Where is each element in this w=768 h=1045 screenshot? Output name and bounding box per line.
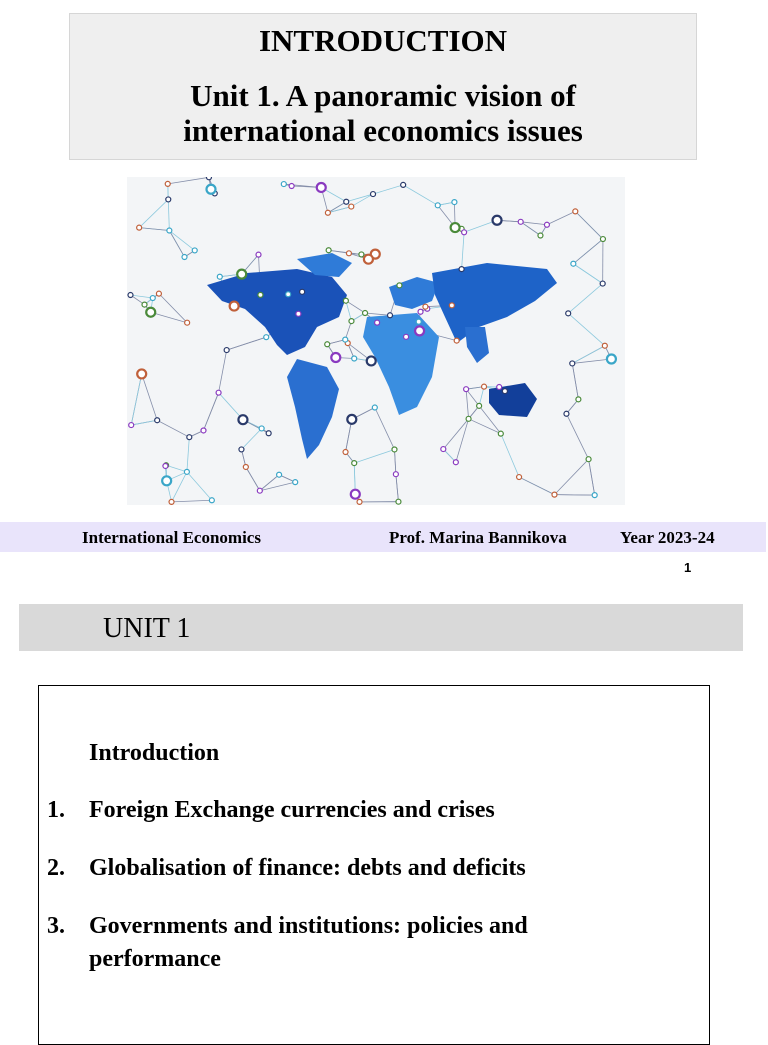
network-node	[352, 356, 357, 361]
network-node	[296, 311, 301, 316]
network-node	[185, 320, 190, 325]
network-node	[452, 200, 457, 205]
network-node	[209, 498, 214, 503]
list-item-number: 3.	[47, 910, 77, 943]
network-node	[217, 274, 222, 279]
network-node	[517, 475, 522, 480]
network-node	[570, 361, 575, 366]
page-number: 1	[684, 560, 691, 575]
network-node	[493, 216, 502, 225]
network-node	[184, 469, 189, 474]
network-node	[359, 252, 364, 257]
network-node	[129, 423, 134, 428]
network-node	[415, 326, 424, 335]
network-node	[449, 303, 454, 308]
network-node	[187, 435, 192, 440]
network-node	[281, 182, 286, 187]
footer-professor: Prof. Marina Bannikova	[389, 528, 567, 548]
network-node	[165, 181, 170, 186]
list-item	[47, 852, 647, 885]
network-node	[351, 490, 360, 499]
network-node	[573, 209, 578, 214]
network-node	[576, 397, 581, 402]
network-node	[264, 335, 269, 340]
network-node	[343, 337, 348, 342]
network-node	[325, 342, 330, 347]
network-node	[347, 415, 356, 424]
network-node	[300, 289, 305, 294]
footer-year: Year 2023-24	[620, 528, 715, 548]
network-node	[392, 447, 397, 452]
list-item-number: 1.	[47, 794, 77, 827]
network-node	[137, 369, 146, 378]
network-node	[317, 183, 326, 192]
network-node	[454, 338, 459, 343]
network-node	[155, 418, 160, 423]
network-node	[451, 223, 460, 232]
network-node	[344, 199, 349, 204]
network-node	[349, 319, 354, 324]
network-node	[462, 230, 467, 235]
network-node	[201, 428, 206, 433]
network-node	[464, 387, 469, 392]
slide-subtitle: Unit 1. A panoramic vision of international economics issues	[110, 78, 656, 148]
network-node	[349, 204, 354, 209]
network-node	[346, 251, 351, 256]
network-node	[182, 255, 187, 260]
network-node	[277, 472, 282, 477]
network-node	[600, 281, 605, 286]
list-item	[47, 910, 647, 976]
network-node	[364, 255, 373, 264]
network-node	[397, 283, 402, 288]
network-node	[518, 219, 523, 224]
network-node	[592, 493, 597, 498]
network-node	[538, 233, 543, 238]
network-node	[259, 426, 264, 431]
network-node	[498, 431, 503, 436]
network-node	[441, 447, 446, 452]
network-node	[393, 472, 398, 477]
network-node	[192, 248, 197, 253]
unit-heading: UNIT 1	[103, 613, 190, 645]
network-node	[266, 431, 271, 436]
network-node	[607, 355, 616, 364]
network-node	[401, 182, 406, 187]
unit-heading-bar	[19, 604, 743, 651]
network-node	[237, 270, 246, 279]
network-node	[142, 302, 147, 307]
network-node	[352, 461, 357, 466]
network-node	[375, 320, 380, 325]
unit-contents-box	[38, 685, 710, 1045]
network-node	[230, 302, 239, 311]
list-item-text: Foreign Exchange currencies and crises	[89, 794, 647, 827]
network-node	[371, 192, 376, 197]
network-node	[571, 261, 576, 266]
list-item	[47, 794, 647, 827]
network-node	[256, 252, 261, 257]
network-node	[156, 291, 161, 296]
network-node	[137, 225, 142, 230]
network-node	[163, 463, 168, 468]
network-node	[238, 415, 247, 424]
network-node	[477, 403, 482, 408]
slide-title: INTRODUCTION	[70, 22, 696, 60]
network-node	[325, 210, 330, 215]
network-node	[552, 492, 557, 497]
network-node	[357, 499, 362, 504]
network-node	[343, 450, 348, 455]
network-node	[206, 185, 215, 194]
network-node	[602, 343, 607, 348]
network-node	[566, 311, 571, 316]
network-node	[497, 385, 502, 390]
network-node	[388, 313, 393, 318]
network-node	[216, 390, 221, 395]
network-node	[128, 293, 133, 298]
network-node	[258, 292, 263, 297]
network-node	[418, 309, 423, 314]
network-node	[435, 203, 440, 208]
network-node	[466, 416, 471, 421]
network-node	[404, 334, 409, 339]
network-node	[502, 389, 507, 394]
network-node	[367, 356, 376, 365]
network-node	[224, 348, 229, 353]
network-node	[482, 384, 487, 389]
network-node	[166, 197, 171, 202]
network-node	[150, 296, 155, 301]
network-node	[372, 405, 377, 410]
world-network-map-image	[127, 177, 625, 505]
network-node	[243, 464, 248, 469]
network-node	[363, 311, 368, 316]
footer-course: International Economics	[82, 528, 261, 548]
network-node	[600, 237, 605, 242]
list-item-number: 2.	[47, 852, 77, 885]
network-node	[169, 499, 174, 504]
network-node	[167, 228, 172, 233]
network-node	[586, 457, 591, 462]
list-item-text: Globalisation of finance: debts and deficits	[89, 852, 647, 885]
network-node	[459, 267, 464, 272]
slide-title-box	[69, 13, 697, 160]
network-node	[326, 248, 331, 253]
network-node	[396, 499, 401, 504]
network-node	[343, 298, 348, 303]
network-node	[289, 184, 294, 189]
network-node	[416, 319, 421, 324]
network-node	[162, 476, 171, 485]
unit-intro-label: Introduction	[89, 738, 219, 768]
network-node	[239, 447, 244, 452]
network-node	[331, 353, 340, 362]
network-node	[564, 411, 569, 416]
network-node	[146, 308, 155, 317]
network-node	[286, 292, 291, 297]
network-node	[544, 222, 549, 227]
network-node	[423, 304, 428, 309]
network-node	[293, 480, 298, 485]
network-node	[206, 177, 211, 180]
list-item-text: Governments and institutions: policies and performance	[89, 910, 647, 976]
network-node	[453, 460, 458, 465]
network-node	[257, 488, 262, 493]
